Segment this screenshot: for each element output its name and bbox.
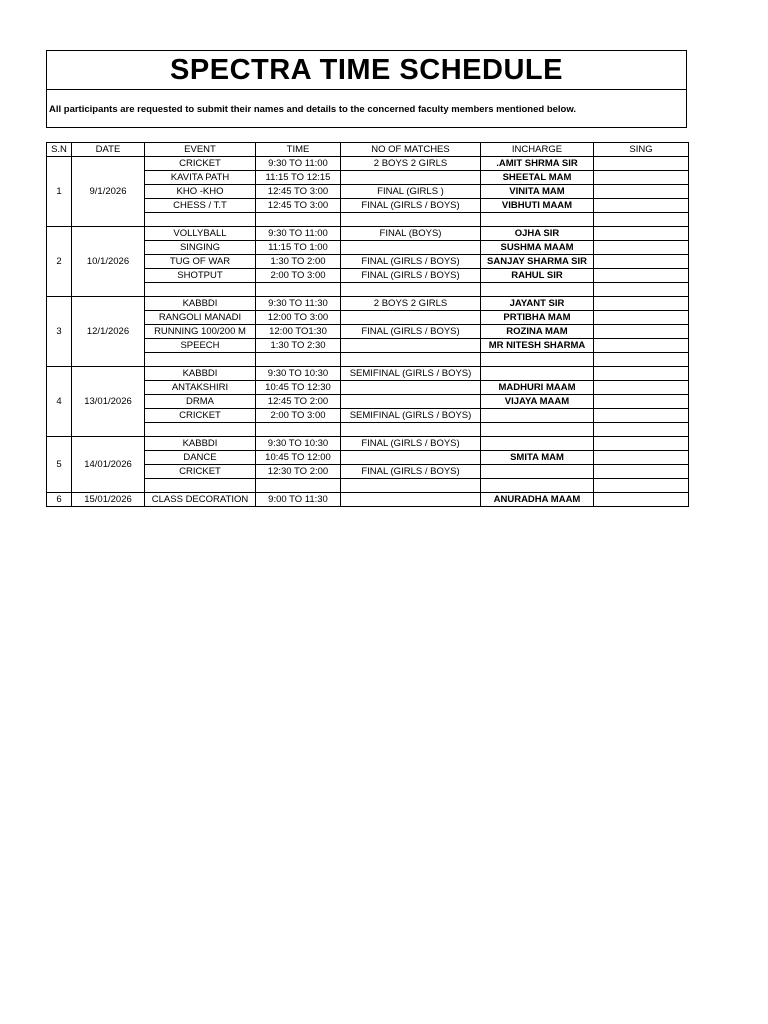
date-cell: 14/01/2026 [72,437,145,493]
event-cell: RUNNING 100/200 M [145,325,256,339]
matches-cell: 2 BOYS 2 GIRLS [341,157,481,171]
empty-cell [145,479,256,493]
title-row [47,51,686,90]
empty-cell [594,213,689,227]
matches-cell [341,311,481,325]
time-cell: 12:30 TO 2:00 [256,465,341,479]
incharge-cell: VIJAYA MAAM [481,395,594,409]
matches-cell [341,171,481,185]
incharge-cell: MR NITESH SHARMA [481,339,594,353]
incharge-cell: SMITA MAM [481,451,594,465]
event-cell: CRICKET [145,465,256,479]
matches-cell [341,241,481,255]
event-cell: RANGOLI MANADI [145,311,256,325]
empty-cell [594,479,689,493]
incharge-cell: PRTIBHA MAM [481,311,594,325]
time-cell: 11:15 TO 12:15 [256,171,341,185]
event-cell: KABBDI [145,367,256,381]
date-cell: 12/1/2026 [72,297,145,367]
incharge-cell: VIBHUTI MAAM [481,199,594,213]
sing-cell [594,409,689,423]
time-cell: 9:30 TO 11:30 [256,297,341,311]
matches-cell [341,339,481,353]
event-cell: DANCE [145,451,256,465]
page-title: SPECTRA TIME SCHEDULE [170,53,563,86]
serial-cell: 3 [47,297,72,367]
matches-cell [341,381,481,395]
incharge-cell [481,437,594,451]
event-cell: SPEECH [145,339,256,353]
empty-cell [481,283,594,297]
event-cell: CLASS DECORATION [145,493,256,507]
sing-cell [594,367,689,381]
incharge-cell: SUSHMA MAAM [481,241,594,255]
matches-cell: FINAL (GIRLS / BOYS) [341,269,481,283]
empty-cell [481,353,594,367]
empty-cell [256,423,341,437]
empty-cell [145,353,256,367]
sing-cell [594,157,689,171]
incharge-cell: OJHA SIR [481,227,594,241]
time-cell: 2:00 TO 3:00 [256,269,341,283]
date-cell: 13/01/2026 [72,367,145,437]
sing-cell [594,185,689,199]
empty-cell [481,213,594,227]
serial-cell: 4 [47,367,72,437]
event-cell: SINGING [145,241,256,255]
sing-cell [594,465,689,479]
empty-cell [481,479,594,493]
time-cell: 1:30 TO 2:00 [256,255,341,269]
sing-cell [594,325,689,339]
time-cell: 12:45 TO 3:00 [256,199,341,213]
matches-cell: 2 BOYS 2 GIRLS [341,297,481,311]
empty-cell [145,423,256,437]
date-cell: 10/1/2026 [72,227,145,297]
event-cell: VOLLYBALL [145,227,256,241]
table-row [47,437,689,451]
sing-cell [594,269,689,283]
matches-cell: SEMIFINAL (GIRLS / BOYS) [341,409,481,423]
matches-cell [341,493,481,507]
time-cell: 9:30 TO 10:30 [256,367,341,381]
table-row [47,493,689,507]
event-cell: SHOTPUT [145,269,256,283]
sing-cell [594,227,689,241]
event-cell: CHESS / T.T [145,199,256,213]
sing-cell [594,437,689,451]
serial-cell: 6 [47,493,72,507]
time-cell: 2:00 TO 3:00 [256,409,341,423]
sing-cell [594,395,689,409]
incharge-cell [481,465,594,479]
matches-cell [341,395,481,409]
col-header-event: EVENT [145,143,256,157]
sing-cell [594,297,689,311]
incharge-cell [481,367,594,381]
empty-cell [145,283,256,297]
serial-cell: 5 [47,437,72,493]
empty-cell [256,479,341,493]
event-cell: CRICKET [145,157,256,171]
time-cell: 12:00 TO 3:00 [256,311,341,325]
incharge-cell: SANJAY SHARMA SIR [481,255,594,269]
sing-cell [594,339,689,353]
event-cell: ANTAKSHIRI [145,381,256,395]
event-cell: TUG OF WAR [145,255,256,269]
matches-cell [341,451,481,465]
time-cell: 9:30 TO 11:00 [256,227,341,241]
time-cell: 9:30 TO 10:30 [256,437,341,451]
empty-cell [341,213,481,227]
sing-cell [594,311,689,325]
col-header-incharge: INCHARGE [481,143,594,157]
matches-cell: SEMIFINAL (GIRLS / BOYS) [341,367,481,381]
date-cell: 15/01/2026 [72,493,145,507]
serial-cell: 1 [47,157,72,227]
event-cell: KABBDI [145,437,256,451]
matches-cell: FINAL (GIRLS / BOYS) [341,465,481,479]
incharge-cell: .AMIT SHRMA SIR [481,157,594,171]
incharge-cell: VINITA MAM [481,185,594,199]
event-cell: KABBDI [145,297,256,311]
sing-cell [594,199,689,213]
title-box [46,50,687,128]
time-cell: 1:30 TO 2:30 [256,339,341,353]
col-header-sing: SING [594,143,689,157]
time-cell: 12:45 TO 3:00 [256,185,341,199]
time-cell: 12:45 TO 2:00 [256,395,341,409]
empty-cell [341,479,481,493]
col-header-sn: S.N [47,143,72,157]
time-cell: 11:15 TO 1:00 [256,241,341,255]
event-cell: KHO -KHO [145,185,256,199]
matches-cell: FINAL (GIRLS / BOYS) [341,255,481,269]
empty-cell [341,423,481,437]
empty-cell [594,423,689,437]
empty-cell [341,353,481,367]
col-header-matches: NO OF MATCHES [341,143,481,157]
time-cell: 10:45 TO 12:30 [256,381,341,395]
sing-cell [594,255,689,269]
empty-cell [594,353,689,367]
table-row [47,227,689,241]
incharge-cell: RAHUL SIR [481,269,594,283]
event-cell: DRMA [145,395,256,409]
empty-cell [256,283,341,297]
event-cell: CRICKET [145,409,256,423]
empty-cell [341,283,481,297]
matches-cell: FINAL (GIRLS ) [341,185,481,199]
incharge-cell: JAYANT SIR [481,297,594,311]
time-cell: 9:30 TO 11:00 [256,157,341,171]
time-cell: 10:45 TO 12:00 [256,451,341,465]
matches-cell: FINAL (GIRLS / BOYS) [341,199,481,213]
matches-cell: FINAL (BOYS) [341,227,481,241]
incharge-cell [481,409,594,423]
schedule-body [47,157,689,507]
empty-cell [594,283,689,297]
sing-cell [594,171,689,185]
schedule-table [46,142,689,507]
col-header-time: TIME [256,143,341,157]
sing-cell [594,493,689,507]
empty-cell [256,353,341,367]
matches-cell: FINAL (GIRLS / BOYS) [341,325,481,339]
header-row [47,143,689,157]
event-cell: KAVITA PATH [145,171,256,185]
date-cell: 9/1/2026 [72,157,145,227]
sing-cell [594,241,689,255]
table-row [47,297,689,311]
incharge-cell: ANURADHA MAAM [481,493,594,507]
col-header-date: DATE [72,143,145,157]
incharge-cell: MADHURI MAAM [481,381,594,395]
table-row [47,367,689,381]
empty-cell [481,423,594,437]
time-cell: 12:00 TO1:30 [256,325,341,339]
empty-cell [145,213,256,227]
time-cell: 9:00 TO 11:30 [256,493,341,507]
table-row [47,157,689,171]
incharge-cell: ROZINA MAM [481,325,594,339]
instruction-note: All participants are requested to submit their names and details to the concerned faculty members mentioned below. [49,103,577,115]
serial-cell: 2 [47,227,72,297]
matches-cell: FINAL (GIRLS / BOYS) [341,437,481,451]
incharge-cell: SHEETAL MAM [481,171,594,185]
note-row [47,90,686,128]
sing-cell [594,451,689,465]
sing-cell [594,381,689,395]
empty-cell [256,213,341,227]
